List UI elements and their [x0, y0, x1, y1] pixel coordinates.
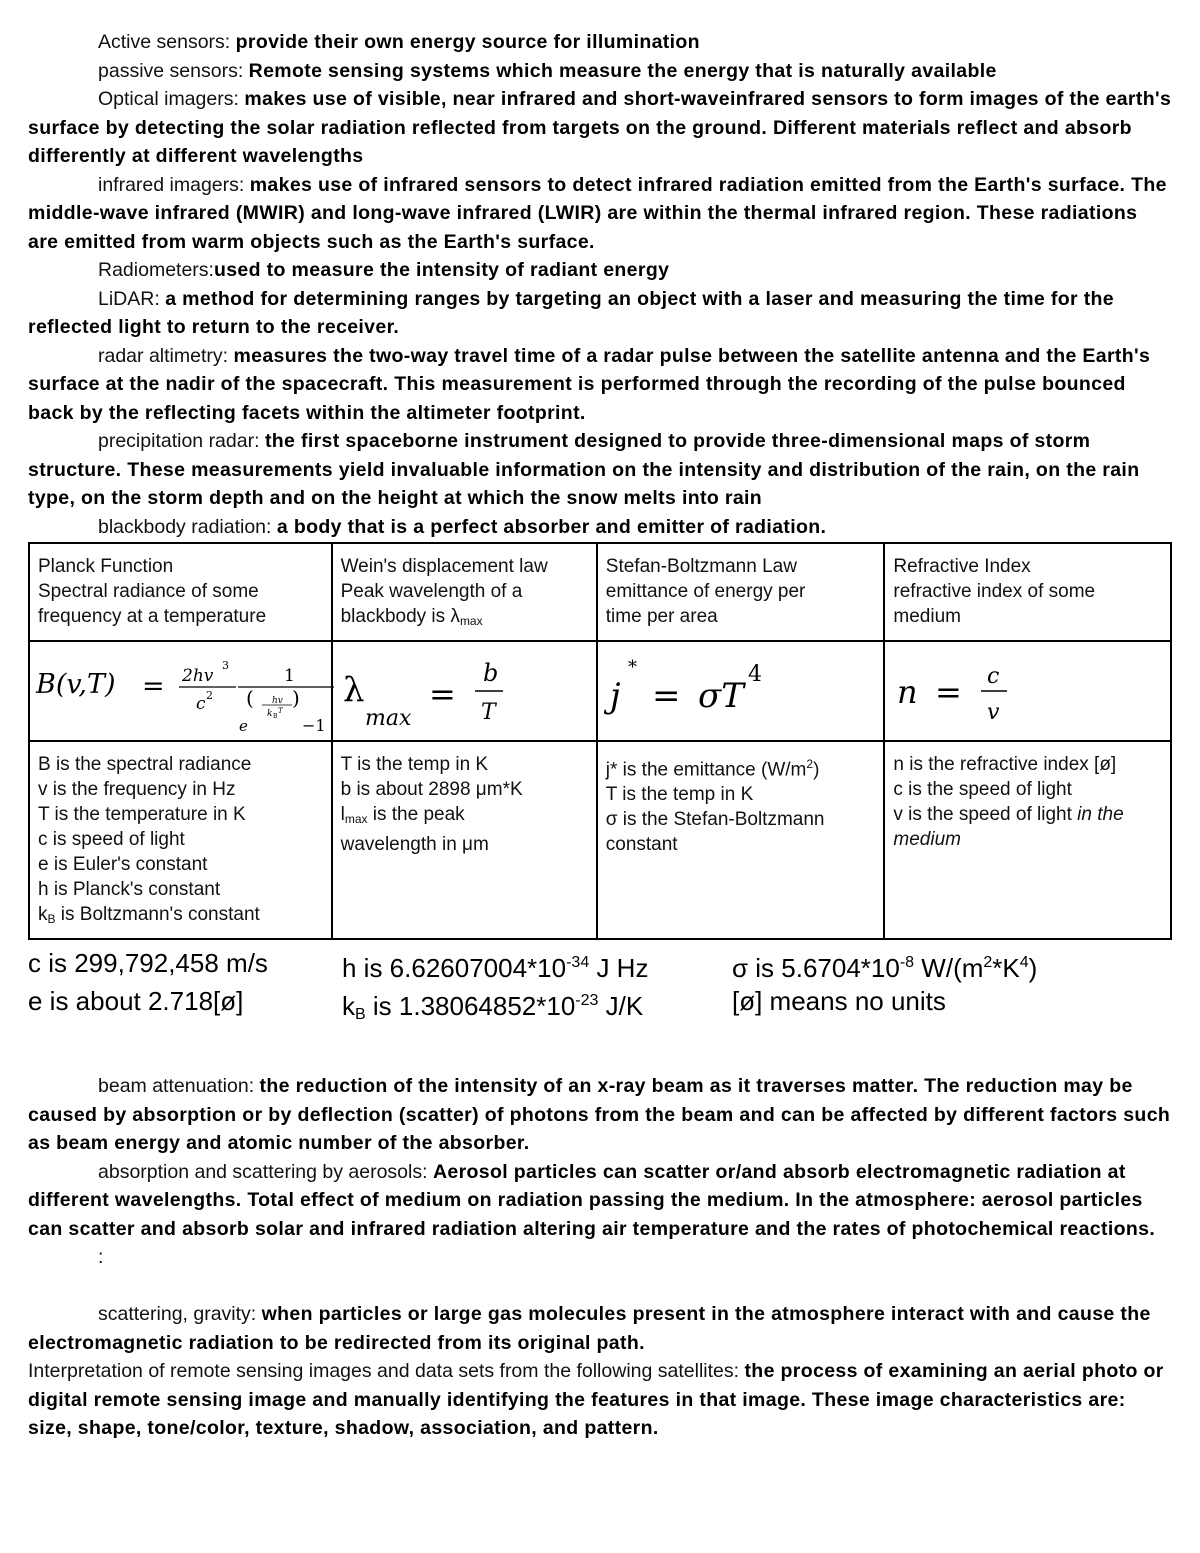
eq-num: 2hv	[182, 666, 214, 686]
subscript: max	[459, 614, 483, 628]
superscript: 4	[1019, 954, 1029, 971]
desc-text: )	[813, 759, 820, 781]
header-line: refractive index of some	[893, 581, 1096, 602]
eq-sub: B	[273, 713, 278, 720]
desc-line: T is the temp in K	[605, 784, 754, 806]
definition-text: provide their own energy source for illumination	[235, 31, 700, 53]
refractive-equation	[889, 643, 1149, 739]
formula-table	[28, 542, 1172, 940]
constant-h	[342, 944, 648, 987]
definition-text: measures the two-way travel time of a radar pulse between the satellite antenna and the Earth's surface at the nadir of the spacecraft. This measurement is performed through the recording of the pulse bounced back by the reflecting facets within the altimeter footprint.	[28, 344, 1151, 424]
eq-sign: =	[935, 673, 963, 711]
constant-kb	[342, 982, 643, 1034]
term-label: beam attenuation:	[98, 1075, 255, 1097]
table-description-row	[29, 741, 1171, 939]
desc-text-italic: in the	[1077, 804, 1124, 825]
desc-line	[606, 752, 876, 782]
desc-line: constant	[605, 834, 678, 856]
superscript: -23	[575, 992, 599, 1009]
definition-text: makes use of visible, near infrared and short-waveinfrared sensors to form images of the earth's surface by detecting the solar radiation reflected from targets on the ground. Different materials reflect and absorb differently at different wavelengths	[28, 88, 1172, 167]
desc-line: B is the spectral radiance	[38, 754, 252, 775]
definition-interpretation	[28, 1357, 1172, 1443]
paren-open: (	[246, 686, 254, 710]
description-wein	[332, 741, 597, 939]
eq-sup: *	[627, 657, 637, 678]
eq-den: k	[267, 709, 273, 719]
constant-text: [ø] means no units	[732, 986, 946, 1016]
constant-no-units-note	[732, 982, 946, 1020]
desc-line: σ is the Stefan-Boltzmann	[605, 809, 825, 831]
constant-text: k	[342, 991, 355, 1021]
desc-line: c is the speed of light	[893, 779, 1072, 800]
table-header-row	[29, 543, 1171, 641]
desc-text: l	[340, 804, 345, 825]
definition-empty	[28, 1243, 1172, 1272]
header-wein	[332, 543, 597, 641]
term-label: LiDAR:	[98, 287, 160, 310]
definition-radiometers	[28, 256, 1172, 285]
desc-text-italic: medium	[893, 829, 961, 850]
planck-equation	[34, 643, 334, 739]
eq-rhs: σT	[697, 676, 744, 716]
eq-num: b	[482, 659, 498, 687]
term-label: Interpretation of remote sensing images and data sets from the following satellites:	[28, 1360, 740, 1382]
definition-infrared-imagers	[28, 171, 1172, 257]
description-refractive-index	[884, 741, 1171, 939]
eq-den: c	[196, 694, 206, 714]
eq-den: T	[278, 707, 283, 715]
document-page	[28, 28, 1172, 1443]
eq-num: c	[987, 664, 1000, 689]
desc-line: n is the refractive index [ø]	[893, 754, 1117, 775]
eq-sign: =	[651, 676, 681, 716]
header-line: frequency at a temperature	[38, 606, 267, 627]
term-label: radar altimetry:	[98, 344, 229, 367]
constant-e	[28, 982, 243, 1020]
desc-text: k	[38, 904, 48, 925]
eq-lhs: B(v,T)	[36, 669, 116, 700]
definition-text: a method for determining ranges by targeting an object with a laser and measuring the time for the reflected light to return to the receiver.	[28, 287, 1114, 338]
definition-text: Remote sensing systems which measure the energy that is naturally available	[248, 59, 997, 82]
desc-line: b is about 2898 μm*K	[340, 779, 523, 800]
header-title: Planck Function	[38, 556, 174, 577]
header-line: Peak wavelength of a	[340, 581, 523, 602]
subscript: max	[344, 812, 368, 826]
desc-text: is Boltzmann's constant	[55, 904, 260, 925]
definition-text: the reduction of the intensity of an x-ray beam as it traverses matter. The reduction may be caused by absorption or by deflection (scatter) of photons from the beam and can be affected by different factors such as beam energy and atomic number of the absorber.	[28, 1075, 1171, 1154]
constant-sigma	[732, 944, 1037, 987]
header-refractive-index	[884, 543, 1171, 641]
definition-passive-sensors	[28, 57, 1172, 86]
desc-line: c is speed of light	[38, 829, 185, 850]
constant-text: )	[1028, 953, 1038, 983]
eq-base: e	[239, 717, 248, 735]
description-planck	[29, 741, 332, 939]
eq-exp: 3	[222, 659, 229, 672]
eq-minus: −1	[302, 716, 326, 735]
desc-line: wavelength in μm	[340, 834, 489, 855]
definition-blackbody-radiation	[28, 513, 1172, 542]
definition-text: used to measure the intensity of radiant energy	[213, 259, 670, 281]
stefan-equation	[602, 643, 862, 739]
term-label: Optical imagers:	[98, 88, 239, 110]
constant-text: J/K	[598, 991, 644, 1021]
term-label: :	[98, 1246, 104, 1268]
definition-lidar	[28, 285, 1172, 342]
header-line	[341, 604, 588, 634]
subscript: B	[47, 912, 56, 926]
header-title: Wein's displacement law	[340, 556, 548, 577]
definition-active-sensors	[28, 28, 1172, 57]
eq-sub: max	[364, 706, 411, 731]
eq-exp: 2	[206, 689, 213, 702]
eq-den: T	[480, 700, 496, 725]
superscript: -8	[899, 954, 915, 971]
eq-lhs: j	[609, 676, 621, 716]
subscript: B	[355, 1006, 366, 1023]
header-stefan-boltzmann	[597, 543, 885, 641]
definition-text: Aerosol particles can scatter or/and absorb electromagnetic radiation at different wavelengths. Total effect of medium on radiation passing the medium. In the atmosphere: aerosol particles can scatter and absorb solar and infrared radiation altering air temperature and the rates of photochemical reactions.	[28, 1160, 1156, 1240]
equation-planck	[29, 641, 332, 741]
term-label: passive sensors:	[98, 59, 244, 82]
eq-num: 1	[284, 666, 295, 686]
constant-text: J Hz	[589, 953, 649, 983]
definition-text: the first spaceborne instrument designed to provide three-dimensional maps of storm structure. These measurements yield invaluable information on the intensity and distribution of the rain, on the rain type, on the storm depth and on the height at which the snow melts into rain	[28, 430, 1140, 509]
desc-line: T is the temp in K	[340, 754, 489, 775]
description-stefan-boltzmann	[597, 741, 885, 939]
superscript: 2	[983, 954, 993, 971]
definition-optical-imagers	[28, 85, 1172, 171]
constant-text: c is 299,792,458 m/s	[28, 948, 268, 978]
desc-line: e is Euler's constant	[38, 854, 208, 875]
constant-text: h is 6.62607004*10	[342, 953, 567, 983]
constants-block	[28, 944, 1172, 1024]
definition-precipitation-radar	[28, 427, 1172, 513]
term-label: infrared imagers:	[98, 173, 245, 196]
constant-text: e is about 2.718[ø]	[28, 986, 244, 1016]
definition-text: makes use of infrared sensors to detect infrared radiation emitted from the Earth's surface. The middle-wave infrared (MWIR) and long-wave infrared (LWIR) are within the thermal infrared region. These radiations are emitted from warm objects such as the Earth's surface.	[28, 173, 1167, 253]
eq-lhs: λ	[342, 670, 365, 710]
term-label: scattering, gravity:	[98, 1303, 257, 1325]
equation-wein	[332, 641, 597, 741]
eq-lhs: n	[897, 673, 918, 711]
desc-line	[38, 902, 323, 932]
wein-equation	[337, 643, 577, 739]
definition-aerosols	[28, 1158, 1172, 1244]
equation-stefan-boltzmann	[597, 641, 885, 741]
desc-line	[341, 802, 588, 832]
table-equation-row	[29, 641, 1171, 741]
definition-text: a body that is a perfect absorber and emitter of radiation.	[276, 515, 827, 538]
desc-text: is the peak	[367, 804, 465, 825]
eq-num: hv	[272, 696, 283, 706]
term-label: Radiometers:	[98, 259, 214, 281]
constant-text: σ is 5.6704*10	[732, 953, 900, 983]
header-line: emittance of energy per	[605, 581, 806, 602]
header-title: Stefan-Boltzmann Law	[605, 556, 797, 577]
desc-text: v is the speed of light	[893, 804, 1078, 825]
definition-scattering-gravity	[28, 1300, 1172, 1357]
definition-text: the process of examining an aerial photo or digital remote sensing image and manually identifying the features in that image. These image characteristics are: size, shape, tone/color, texture, shadow, association, and pattern.	[28, 1360, 1164, 1439]
definition-text: when particles or large gas molecules present in the atmosphere interact with and cause the electromagnetic radiation to be redirected from its original path.	[28, 1303, 1151, 1354]
term-label: absorption and scattering by aerosols:	[98, 1160, 428, 1183]
desc-line: T is the temperature in K	[38, 804, 246, 825]
paren-close: )	[292, 686, 300, 710]
superscript: 2	[806, 757, 814, 771]
constant-text: W/(m	[914, 953, 984, 983]
eq-exp: 4	[747, 662, 762, 687]
desc-line	[893, 802, 1162, 827]
header-line: medium	[893, 606, 961, 627]
definition-beam-attenuation	[28, 1072, 1172, 1158]
term-label: precipitation radar:	[98, 430, 260, 452]
constant-text: *K	[992, 953, 1020, 983]
header-planck	[29, 543, 332, 641]
header-title: Refractive Index	[893, 556, 1031, 577]
desc-text: j* is the emittance (W/m	[605, 759, 807, 781]
header-line: time per area	[605, 606, 718, 627]
definition-radar-altimetry	[28, 342, 1172, 428]
blank-line	[28, 1272, 1172, 1301]
desc-line: v is the frequency in Hz	[38, 779, 236, 800]
constant-c	[28, 944, 268, 982]
eq-sign: =	[142, 671, 165, 702]
equation-refractive-index	[884, 641, 1171, 741]
term-label: Active sensors:	[98, 31, 231, 53]
header-line-text: blackbody is λ	[340, 606, 460, 627]
eq-den: v	[987, 700, 1000, 725]
superscript: -34	[566, 954, 590, 971]
eq-sign: =	[428, 675, 456, 713]
desc-line: h is Planck's constant	[38, 879, 221, 900]
header-line: Spectral radiance of some	[38, 581, 259, 602]
term-label: blackbody radiation:	[98, 515, 272, 538]
constant-text: is 1.38064852*10	[365, 991, 576, 1021]
desc-line	[893, 827, 1162, 852]
